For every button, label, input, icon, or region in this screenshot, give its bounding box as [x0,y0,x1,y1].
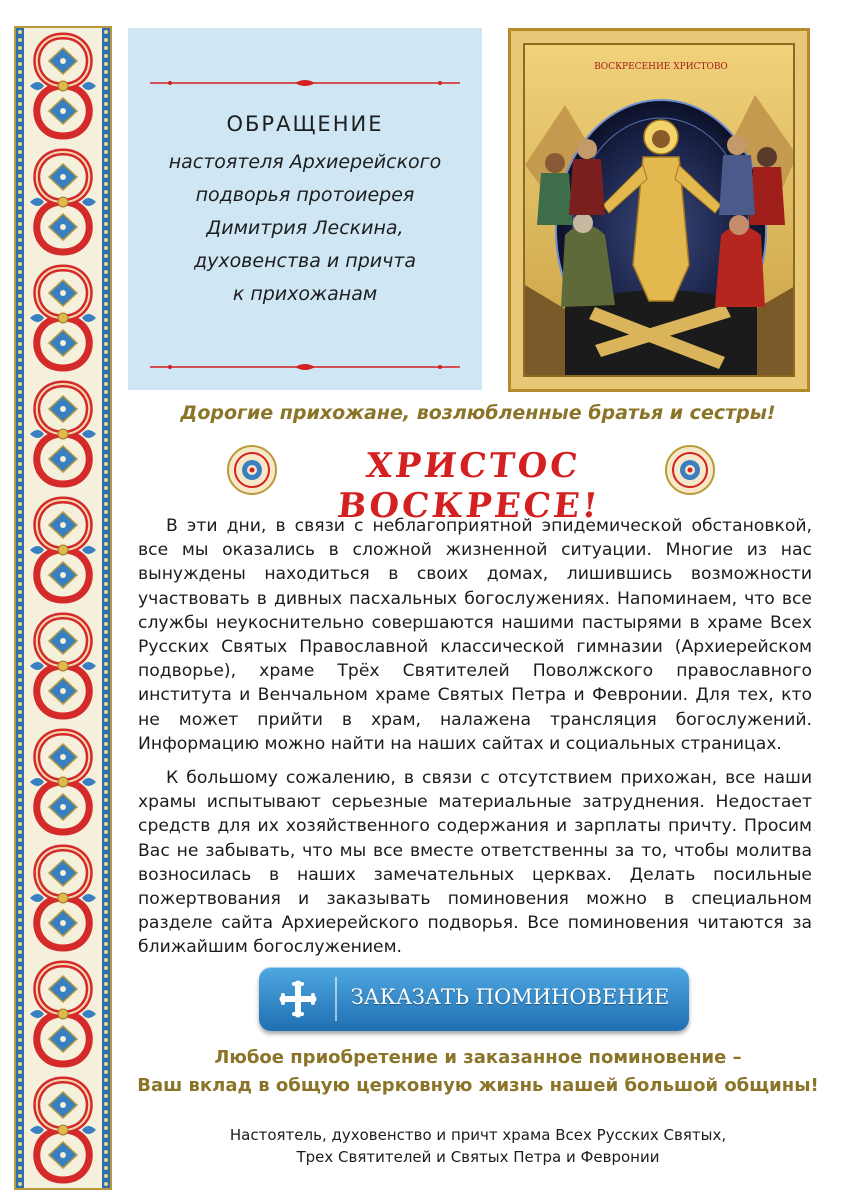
decorative-rule-top [150,78,460,88]
closing-line: Ваш вклад в общую церковную жизнь нашей большой общины! [137,1075,819,1096]
header-subtitle [128,146,482,311]
closing-line: Любое приобретение и заказанное поминовение – [214,1047,742,1068]
decorative-rule-bottom [150,362,460,372]
header-subtitle-line: настоятеля Архиерейского [168,151,442,173]
signature-line: Трех Святителей и Святых Петра и Февронии [296,1148,660,1166]
body-paragraph: К большому сожалению, в связи с отсутствием прихожан, все наши храмы испытывают серьезные материальные затруднения. Недостает средств для их хозяйственного содержания и зарплаты причту. Просим Вас не забывать, что мы все вместе ответственны за то, чтобы молитва возносилась в наших замечательных церквах. Делать посильные пожертвования и заказывать поминовения можно в специальном разделе сайта Архиерейского подворья. Все поминовения читаются за ближайшим богослужением. [138,768,812,958]
signature [128,1124,828,1168]
header-subtitle-line: к прихожанам [232,283,378,305]
icon-painting-art [525,45,795,377]
header-subtitle-line: Димитрия Лескина, [206,217,404,239]
ornament-medallion-icon [226,444,278,496]
icon-inscription: ВОСКРЕСЕНИЕ ХРИСТОВО [594,62,728,72]
easter-greeting-text: ХРИСТОС ВОСКРЕСЕ! [335,446,603,526]
letter-body [138,514,812,970]
button-divider [335,977,337,1021]
header-subtitle-line: подворья протоиерея [195,184,415,206]
ornament-medallion-icon [664,444,716,496]
signature-line: Настоятель, духовенство и причт храма Всех Русских Святых, [229,1126,727,1144]
icon-painting [523,43,795,377]
cross-icon [279,980,317,1018]
ornamental-border [14,26,112,1190]
easter-greeting-banner [226,442,716,526]
header-box [128,28,482,390]
order-commemoration-label: ЗАКАЗАТЬ ПОМИНОВЕНИЕ [350,985,670,1009]
order-commemoration-button[interactable] [259,967,689,1031]
body-paragraph: В эти дни, в связи с неблагоприятной эпидемической обстановкой, все мы оказались в сложной жизненной ситуации. Многие из нас вынуждены находиться в своих домах, лишившись возможности участвовать в дивных пасхальных богослужениях. Напоминаем, что все службы неукоснительно совершаются нашими пастырями в храме Всех Русских Святых Православной классической гимназии (Архиерейском подворье), храме Трёх Святителей Поволжского православного института и Венчальном храме Святых Петра и Февронии. Для тех, кто не может прийти в храм, налажена трансляция богослужений. Информацию можно найти на наших сайтах и социальных страницах. [138,516,812,754]
header-title: ОБРАЩЕНИЕ [226,112,384,136]
greeting-line: Дорогие прихожане, возлюбленные братья и сестры! [180,402,776,424]
closing-message [128,1044,828,1100]
header-subtitle-line: духовенства и причта [193,250,417,272]
resurrection-icon-image [508,28,810,392]
